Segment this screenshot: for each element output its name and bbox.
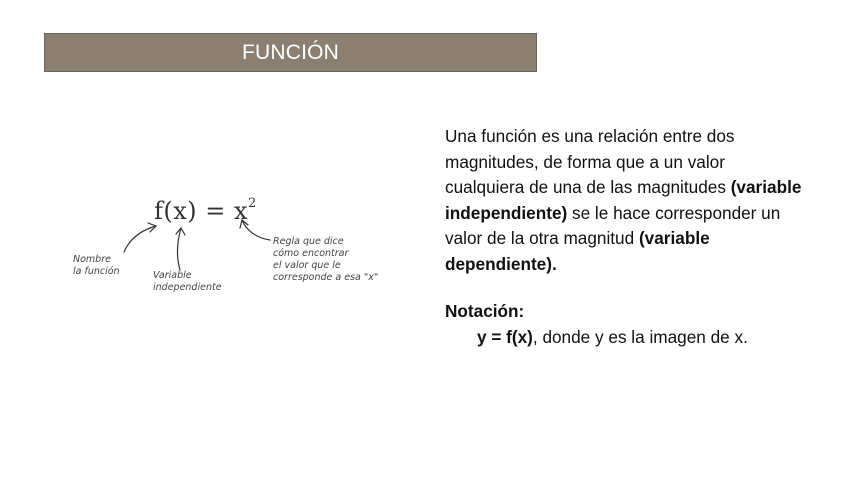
definition-bold-independent: (variable independiente) [445,177,802,223]
definition-text-2: se le hace corresponder un valor de la otra magnitud [445,202,781,249]
label-variable-line1: Variable [153,270,192,281]
notation-line [477,327,748,348]
definition-text-1: Una función es una relación entre dos magnitudes, de forma que a un valor cualquiera de una de las magnitudes [445,126,735,198]
arrow-to-variable [177,228,181,270]
label-variable-line2: independiente [153,282,222,293]
definition-paragraph [445,124,805,278]
page-title: FUNCIÓN [241,40,340,64]
label-rule-line4: corresponde a esa "x" [273,272,379,283]
arrow-to-function-name [124,226,156,252]
label-independent-variable [153,270,222,294]
label-rule-line3: el valor que le [273,260,341,271]
notation-formula: y = f(x) [477,327,533,347]
label-rule-line2: cómo encontrar [273,248,349,259]
label-rule [273,236,378,284]
notation-rest: , donde y es la imagen de x. [532,327,748,347]
label-function-name-line2: la función [73,266,120,277]
formula-main: f(x) = x [154,197,249,225]
title-banner [44,33,537,72]
label-function-name-line1: Nombre [73,254,111,265]
label-function-name [73,254,120,278]
notation-heading: Notación: [445,301,525,321]
definition-bold-dependent: (variable dependiente). [445,228,710,274]
formula-exponent: 2 [248,196,257,211]
label-rule-line1: Regla que dice [273,236,344,247]
